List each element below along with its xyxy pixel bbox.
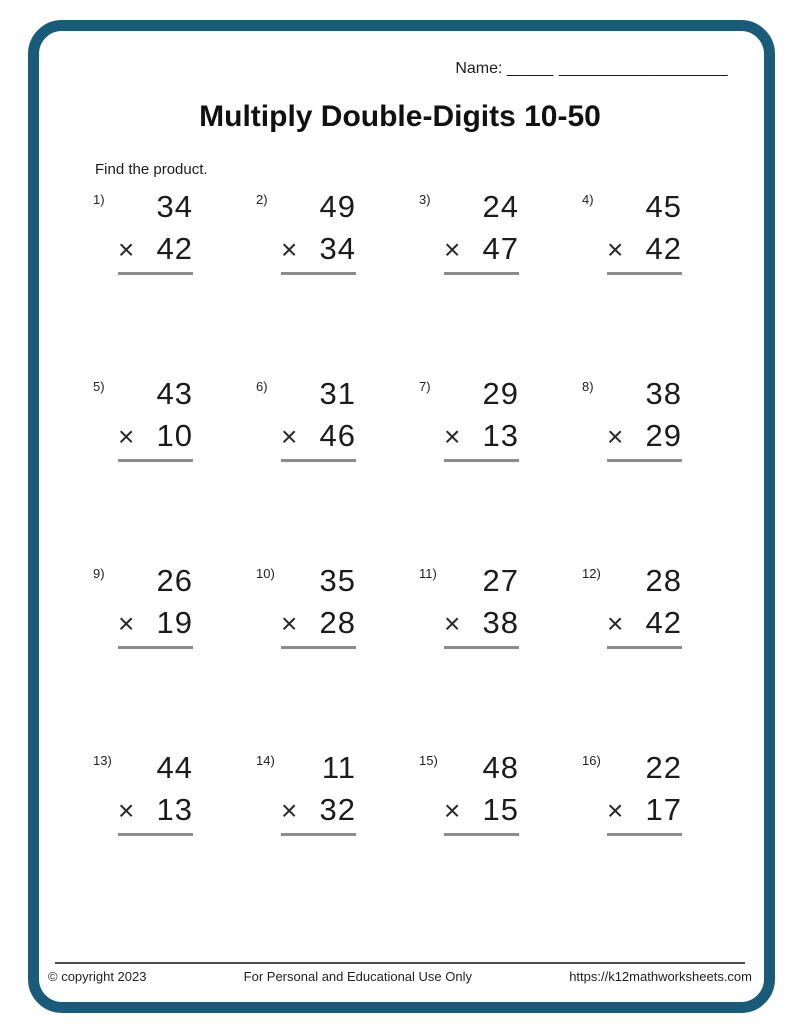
problem-cell-3	[419, 190, 519, 270]
multiplier: 17	[645, 792, 682, 827]
problem-cell-7	[419, 377, 519, 457]
problem-cell-5	[93, 377, 193, 457]
instruction-text: Find the product.	[95, 161, 208, 178]
problem-number: 11)	[419, 566, 437, 581]
name-label: Name:	[455, 60, 503, 77]
multiplier: 32	[319, 792, 356, 827]
problem-number: 1)	[93, 192, 105, 207]
answer-line	[444, 646, 519, 649]
problem-cell-1	[93, 190, 193, 270]
problem-cell-13	[93, 751, 193, 831]
answer-line	[118, 833, 193, 836]
multiplicand: 11	[321, 750, 356, 785]
answer-line	[444, 833, 519, 836]
problem-number: 15)	[419, 753, 438, 768]
multiply-sign: ×	[444, 421, 461, 452]
multiplier: 46	[319, 418, 356, 453]
answer-line	[281, 833, 356, 836]
answer-line	[281, 272, 356, 275]
answer-line	[444, 459, 519, 462]
problem-cell-14	[256, 751, 356, 831]
problem-cell-11	[419, 564, 519, 644]
multiplicand: 44	[156, 750, 193, 785]
problem-cell-4	[582, 190, 682, 270]
answer-line	[118, 646, 193, 649]
multiply-sign: ×	[281, 234, 298, 265]
multiply-sign: ×	[118, 234, 135, 265]
problem-number: 9)	[93, 566, 105, 581]
multiplicand: 27	[482, 563, 519, 598]
answer-line	[607, 272, 682, 275]
multiplicand: 31	[319, 376, 356, 411]
problem-number: 10)	[256, 566, 275, 581]
multiplicand: 29	[482, 376, 519, 411]
problem-number: 2)	[256, 192, 268, 207]
name-row	[455, 60, 728, 78]
footer-copyright: © copyright 2023	[48, 969, 147, 984]
multiplier: 13	[156, 792, 193, 827]
problem-cell-10	[256, 564, 356, 644]
multiply-sign: ×	[118, 608, 135, 639]
multiplier: 42	[645, 231, 682, 266]
footer-usage: For Personal and Educational Use Only	[243, 969, 473, 984]
answer-line	[118, 272, 193, 275]
multiplicand: 48	[482, 750, 519, 785]
multiply-sign: ×	[281, 421, 298, 452]
multiply-sign: ×	[607, 795, 624, 826]
multiplicand: 35	[319, 563, 356, 598]
answer-line	[607, 646, 682, 649]
multiplicand: 28	[645, 563, 682, 598]
multiplicand: 49	[319, 189, 356, 224]
multiply-sign: ×	[281, 608, 298, 639]
multiplicand: 24	[482, 189, 519, 224]
problem-number: 13)	[93, 753, 112, 768]
multiplier: 42	[645, 605, 682, 640]
problem-cell-2	[256, 190, 356, 270]
problem-cell-6	[256, 377, 356, 457]
multiplicand: 34	[156, 189, 193, 224]
problem-cell-8	[582, 377, 682, 457]
problem-cell-9	[93, 564, 193, 644]
multiplier: 29	[645, 418, 682, 453]
problems-grid	[93, 190, 682, 831]
problem-number: 14)	[256, 753, 275, 768]
problem-number: 16)	[582, 753, 601, 768]
footer	[48, 969, 752, 984]
multiplicand: 43	[156, 376, 193, 411]
problem-cell-15	[419, 751, 519, 831]
multiplier: 28	[319, 605, 356, 640]
multiplier: 38	[482, 605, 519, 640]
multiply-sign: ×	[444, 608, 461, 639]
multiplicand: 26	[156, 563, 193, 598]
multiply-sign: ×	[281, 795, 298, 826]
answer-line	[607, 833, 682, 836]
problem-number: 12)	[582, 566, 601, 581]
problem-number: 6)	[256, 379, 268, 394]
footer-divider	[55, 962, 745, 964]
worksheet-title: Multiply Double-Digits 10-50	[199, 100, 601, 133]
problem-number: 3)	[419, 192, 431, 207]
answer-line	[118, 459, 193, 462]
multiply-sign: ×	[607, 234, 624, 265]
multiplier: 15	[482, 792, 519, 827]
problem-cell-12	[582, 564, 682, 644]
problem-number: 5)	[93, 379, 105, 394]
multiplicand: 22	[645, 750, 682, 785]
multiply-sign: ×	[444, 795, 461, 826]
multiplicand: 38	[645, 376, 682, 411]
answer-line	[281, 646, 356, 649]
multiply-sign: ×	[118, 421, 135, 452]
multiply-sign: ×	[118, 795, 135, 826]
name-blank-line: _____ __________________	[506, 60, 728, 77]
answer-line	[607, 459, 682, 462]
multiply-sign: ×	[444, 234, 461, 265]
multiplier: 47	[482, 231, 519, 266]
multiplicand: 45	[645, 189, 682, 224]
problem-number: 8)	[582, 379, 594, 394]
multiplier: 10	[156, 418, 193, 453]
multiplier: 34	[319, 231, 356, 266]
problem-number: 7)	[419, 379, 431, 394]
footer-url: https://k12mathworksheets.com	[569, 969, 752, 984]
answer-line	[444, 272, 519, 275]
multiplier: 13	[482, 418, 519, 453]
multiplier: 42	[156, 231, 193, 266]
multiply-sign: ×	[607, 608, 624, 639]
multiply-sign: ×	[607, 421, 624, 452]
problem-number: 4)	[582, 192, 594, 207]
answer-line	[281, 459, 356, 462]
problem-cell-16	[582, 751, 682, 831]
multiplier: 19	[156, 605, 193, 640]
